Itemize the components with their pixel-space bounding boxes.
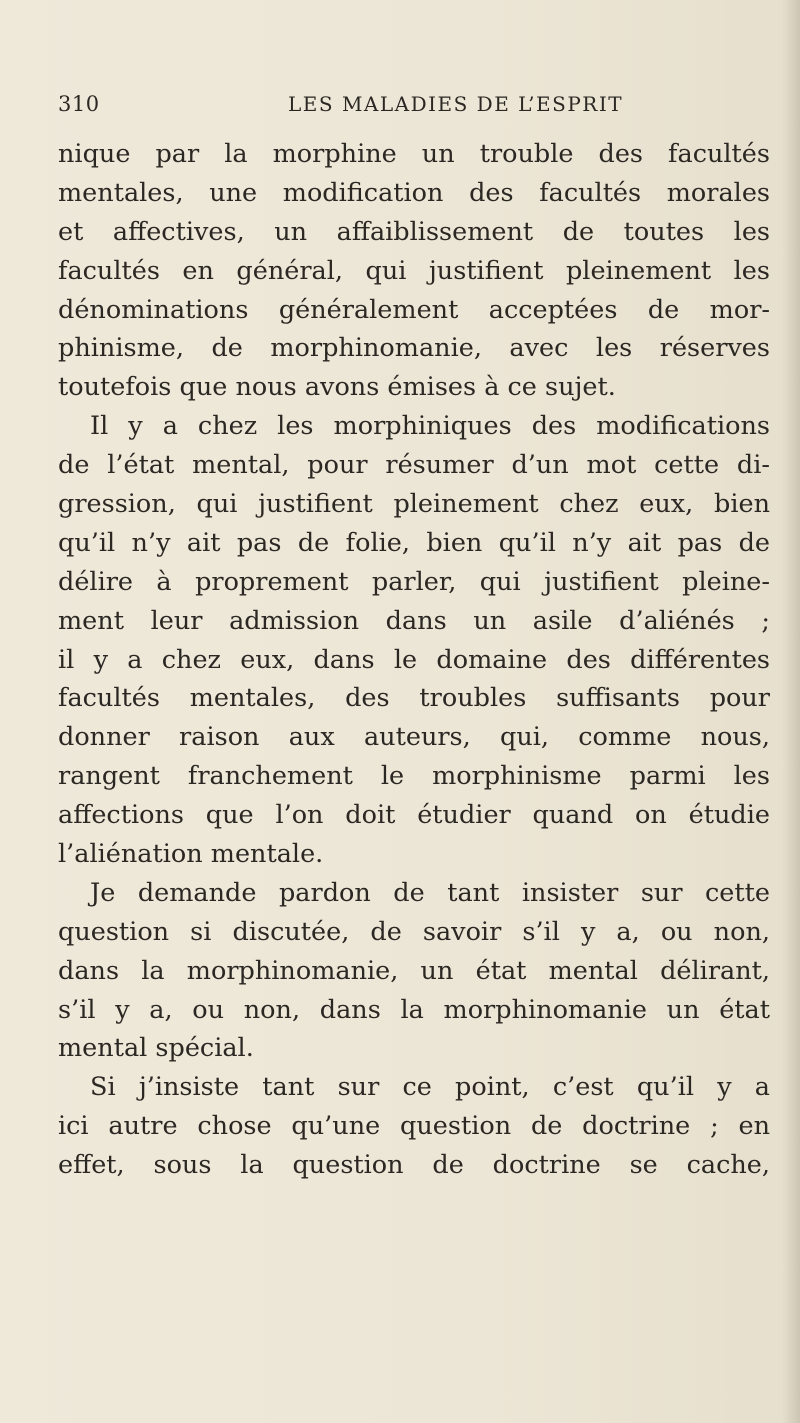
text-line: phinisme, de morphinomanie, avec les réserves	[58, 333, 770, 364]
text-line: rangent franchement le morphinisme parmi les	[58, 761, 770, 792]
page-edge-shadow	[782, 0, 800, 1423]
body-text	[58, 135, 770, 1185]
text-line: ici autre chose qu’une question de doctrine ; en	[58, 1111, 770, 1142]
text-line: toutefois que nous avons émises à ce sujet.	[58, 372, 616, 403]
text-line: Je demande pardon de tant insister sur cette	[90, 877, 770, 908]
text-line: dans la morphinomanie, un état mental délirant,	[58, 955, 770, 986]
text-line: Si j’insiste tant sur ce point, c’est qu’il y a	[90, 1072, 770, 1103]
text-line: délire à proprement parler, qui justifient pleine-	[58, 566, 770, 597]
text-line: nique par la morphine un trouble des facultés	[58, 139, 770, 169]
page-number: 310	[58, 92, 100, 116]
text-line: ment leur admission dans un asile d’aliénés ;	[58, 605, 770, 636]
text-line: Il y a chez les morphiniques des modifications	[90, 411, 770, 442]
text-line: effet, sous la question de doctrine se cache,	[58, 1150, 770, 1181]
text-line: il y a chez eux, dans le domaine des différentes	[58, 644, 770, 675]
text-line: s’il y a, ou non, dans la morphinomanie un état	[58, 994, 770, 1025]
text-line: affections que l’on doit étudier quand on étudie	[58, 800, 770, 831]
text-line: facultés en général, qui justifient pleinement les	[58, 255, 770, 286]
text-line: mentales, une modification des facultés morales	[58, 177, 770, 208]
text-line: et affectives, un affaiblissement de toutes les	[58, 216, 770, 247]
text-line: l’aliénation mentale.	[58, 839, 324, 870]
text-line: question si discutée, de savoir s’il y a, ou non,	[58, 916, 770, 947]
page-header	[0, 92, 800, 122]
text-line: facultés mentales, des troubles suffisants pour	[58, 683, 770, 714]
text-line: dénominations généralement acceptées de mor-	[58, 294, 770, 325]
text-line: de l’état mental, pour résumer d’un mot cette di-	[58, 450, 770, 481]
text-line: mental spécial.	[58, 1033, 254, 1064]
text-line: gression, qui justifient pleinement chez eux, bien	[58, 489, 770, 520]
text-line: qu’il n’y ait pas de folie, bien qu’il n’y ait pas de	[58, 527, 770, 558]
running-head: LES MALADIES DE L’ESPRIT	[288, 92, 624, 116]
text-line: donner raison aux auteurs, qui, comme nous,	[58, 722, 770, 753]
